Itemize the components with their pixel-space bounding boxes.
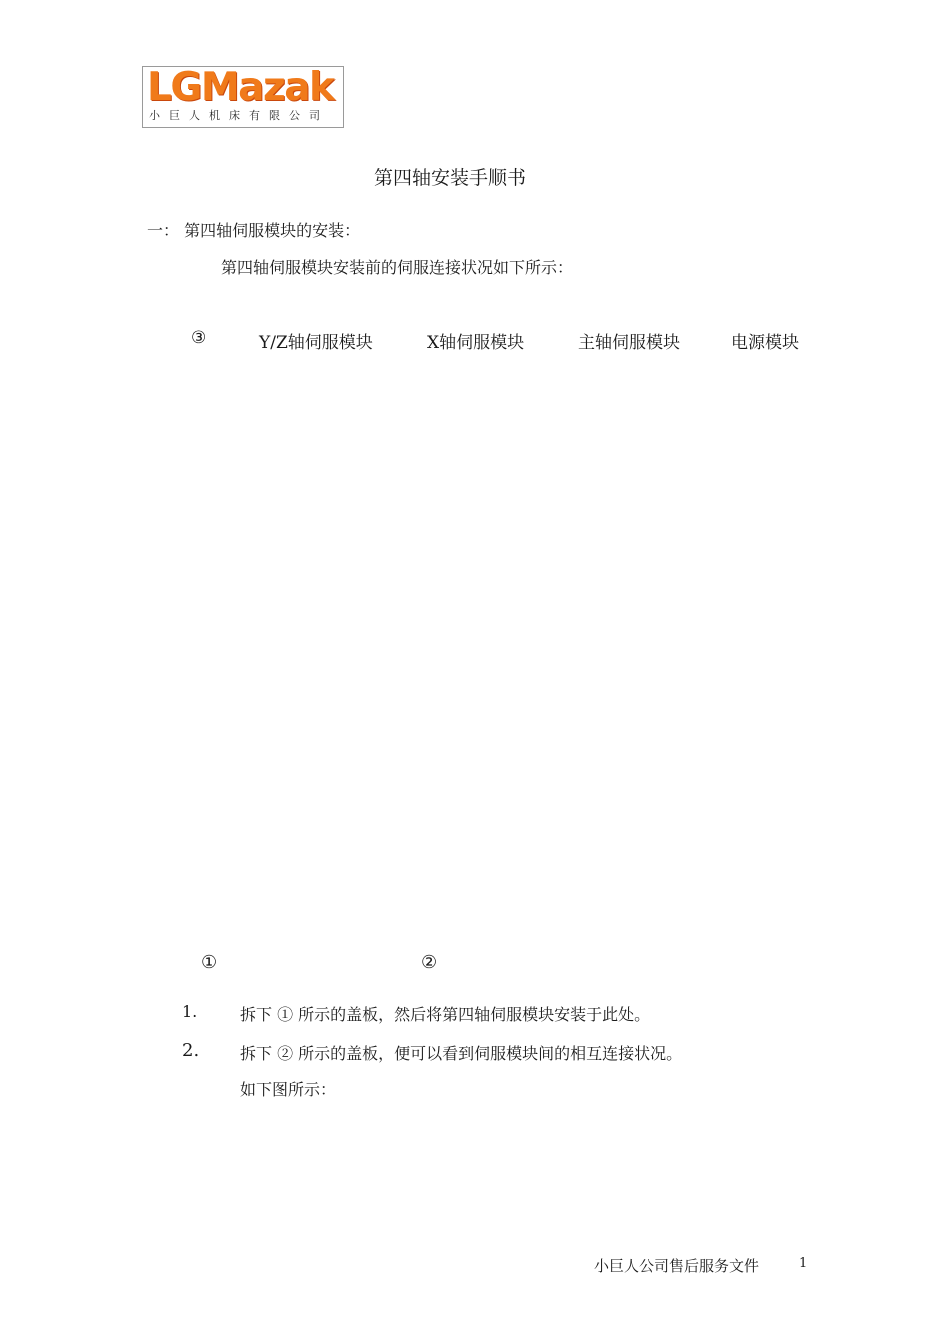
document-title: 第四轴安装手顺书 [373, 167, 526, 189]
footer-text: 小巨人公司售后服务文件 [594, 1257, 760, 1275]
step-1-number: 1. [182, 1002, 198, 1021]
step-2-number: 2. [182, 1040, 200, 1061]
marker-2: ② [421, 952, 438, 973]
section-heading: 一： 第四轴伺服模块的安装： [147, 221, 361, 240]
page-number: 1 [799, 1256, 808, 1271]
step-2-text: 拆下 ② 所示的盖板，便可以看到伺服模块间的相互连接状况。 [240, 1044, 683, 1063]
intro-text: 第四轴伺服模块安装前的伺服连接状况如下所示： [221, 258, 574, 277]
marker-3: ③ [191, 328, 207, 348]
module-label-power: 电源模块 [731, 333, 799, 353]
logo-wordmark: LGMazak [147, 65, 334, 110]
module-label-yz: Y/Z轴伺服模块 [259, 333, 373, 353]
module-label-x: X轴伺服模块 [427, 333, 525, 353]
company-logo [142, 66, 344, 128]
marker-1: ① [201, 952, 218, 973]
module-label-spindle: 主轴伺服模块 [578, 333, 680, 353]
step-1-text: 拆下 ① 所示的盖板，然后将第四轴伺服模块安装于此处。 [240, 1005, 651, 1024]
followup-text: 如下图所示： [240, 1080, 337, 1099]
logo-subtitle: 小巨人机床有限公司 [149, 109, 329, 122]
